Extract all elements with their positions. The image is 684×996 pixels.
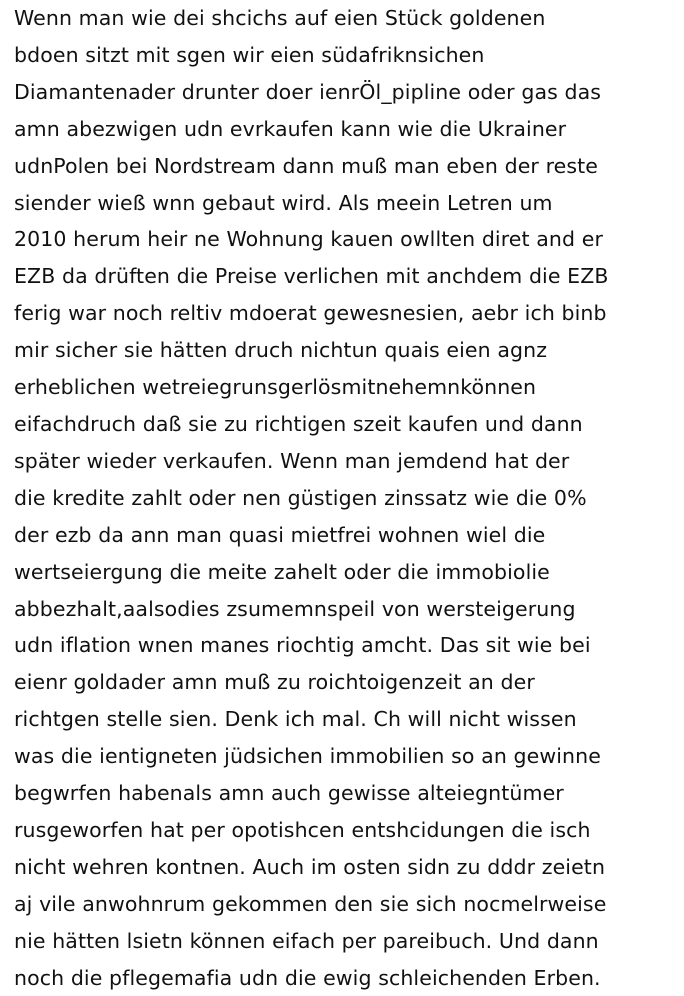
text-line: siender wieß wnn gebaut wird. Als meein Letren um xyxy=(14,190,553,215)
text-line: eienr goldader amn muß zu roichtoigenzeit an der xyxy=(14,670,535,695)
text-line: was die ientigneten jüdsichen immobilien so an gewinne xyxy=(14,744,601,769)
text-line: nicht wehren kontnen. Auch im osten sidn zu dddr zeietn xyxy=(14,854,606,879)
text-line: ferig war noch reltiv mdoerat gewesnesien, aebr ich binb xyxy=(14,301,607,326)
text-line: amn abezwigen udn evrkaufen kann wie die Ukrainer xyxy=(14,116,567,141)
text-line: noch die pflegemafia udn die ewig schleichenden Erben. xyxy=(14,965,601,990)
text-line: Wenn man wie dei shcichs auf eien Stück goldenen xyxy=(14,6,546,30)
text-line: udnPolen bei Nordstream dann muß man eben der reste xyxy=(14,153,598,178)
text-line: rusgeworfen hat per opotishcen entshcidungen die isch xyxy=(14,817,591,842)
text-line: begwrfen habenals amn auch gewisse alteiegntümer xyxy=(14,781,564,806)
text-line: der ezb da ann man quasi mietfrei wohnen wiel die xyxy=(14,522,546,547)
text-line: EZB da drüften die Preise verlichen mit anchdem die EZB xyxy=(14,264,609,289)
document-text xyxy=(14,0,682,996)
text-line: eifachdruch daß sie zu richtigen szeit kaufen und dann xyxy=(14,411,583,436)
text-line: bdoen sitzt mit sgen wir eien südafriknsichen xyxy=(14,42,485,67)
text-line: aj vile anwohnrum gekommen den sie sich nocmelrweise xyxy=(14,891,607,916)
text-line: nie hätten lsietn können eifach per pareibuch. Und dann xyxy=(14,928,599,953)
text-line: udn iflation wnen manes riochtig amcht. Das sit wie bei xyxy=(14,633,591,658)
text-line: abbezhalt,aalsodies zsumemnspeil von wersteigerung xyxy=(14,596,576,621)
text-line: wertseiergung die meite zahelt oder die immobiolie xyxy=(14,559,550,584)
text-line: 2010 herum heir ne Wohnung kauen owllten diret and er xyxy=(14,227,603,252)
text-line: erheblichen wetreiegrunsgerlösmitnehemnkönnen xyxy=(14,375,537,400)
text-line: Diamantenader drunter doer ienrÖl_pipline oder gas das xyxy=(14,79,602,104)
text-line: richtgen stelle sien. Denk ich mal. Ch will nicht wissen xyxy=(14,707,577,732)
text-line: später wieder verkaufen. Wenn man jemdend hat der xyxy=(14,448,570,473)
text-line: mir sicher sie hätten druch nichtun quais eien agnz xyxy=(14,338,548,363)
text-line: die kredite zahlt oder nen güstigen zinssatz wie die 0% xyxy=(14,485,587,510)
